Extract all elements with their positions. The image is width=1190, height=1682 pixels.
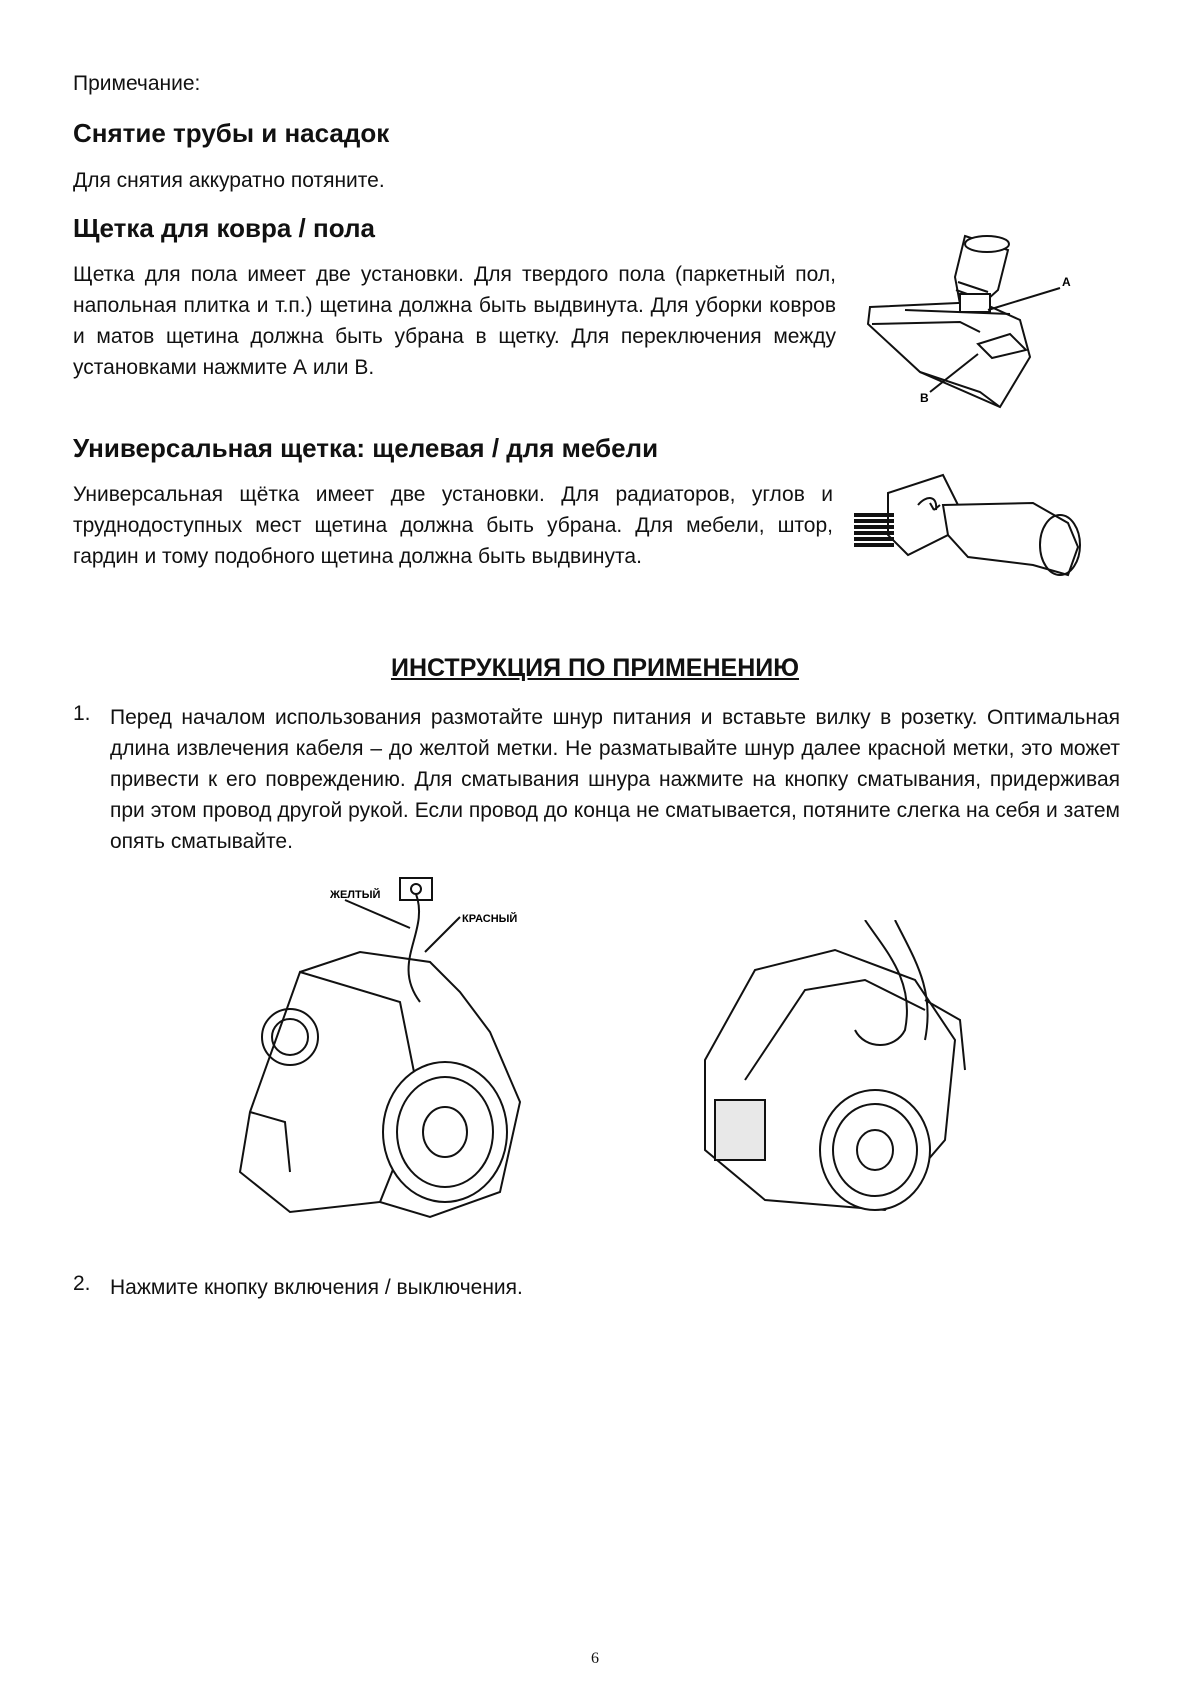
list-item-number-2: 2.	[73, 1272, 91, 1295]
section-text-universal-brush: Универсальная щётка имеет две установки. Для радиаторов, углов и труднодоступных мест щетина должна быть убрана. Для мебели, штор, гардин и тому подобного щетина должна быть выдвинута.	[73, 483, 833, 568]
label-red: КРАСНЫЙ	[462, 913, 518, 925]
label-b: B	[920, 391, 929, 405]
instructions-heading: ИНСТРУКЦИЯ ПО ПРИМЕНЕНИЮ	[390, 654, 800, 682]
page-number: 6	[591, 1650, 599, 1667]
section-text-floor-brush: Щетка для пола имеет две установки. Для твердого пола (паркетный пол, напольная плитка и т.п.) щетина должна быть выдвинута. Для уборки ковров и матов щетина должна быть убрана в щетку. Для переключения между установками нажмите А или В.	[73, 263, 836, 379]
list-item-text-1: Перед началом использования размотайте шнур питания и вставьте вилку в розетку. Оптимальная длина извлечения кабеля – до желтой метки. Не разматывайте шнур далее красной метки, это может привести к его повреждению. Для сматывания шнура нажмите на кнопку сматывания, придерживая при этом провод другой рукой. Если провод до конца не сматывается, потяните слегка на себя и затем опять сматывайте.	[110, 706, 1120, 853]
section-title-pipe-removal: Снятие трубы и насадок	[73, 118, 390, 148]
section-title-universal-brush: Универсальная щетка: щелевая / для мебели	[73, 433, 659, 463]
note-label: Примечание:	[73, 72, 201, 95]
list-item-number-1: 1.	[73, 702, 91, 725]
floor-brush-illustration	[860, 232, 1090, 412]
section-text-pipe-removal: Для снятия аккуратно потяните.	[73, 169, 385, 192]
label-a: A	[1062, 275, 1071, 289]
cord-rewind-illustration	[685, 920, 975, 1225]
cord-length-illustration	[230, 872, 550, 1237]
list-item-text-2: Нажмите кнопку включения / выключения.	[110, 1276, 523, 1299]
universal-brush-illustration	[848, 465, 1098, 595]
section-title-floor-brush: Щетка для ковра / пола	[73, 213, 375, 243]
label-yellow: ЖЕЛТЫЙ	[330, 889, 381, 901]
